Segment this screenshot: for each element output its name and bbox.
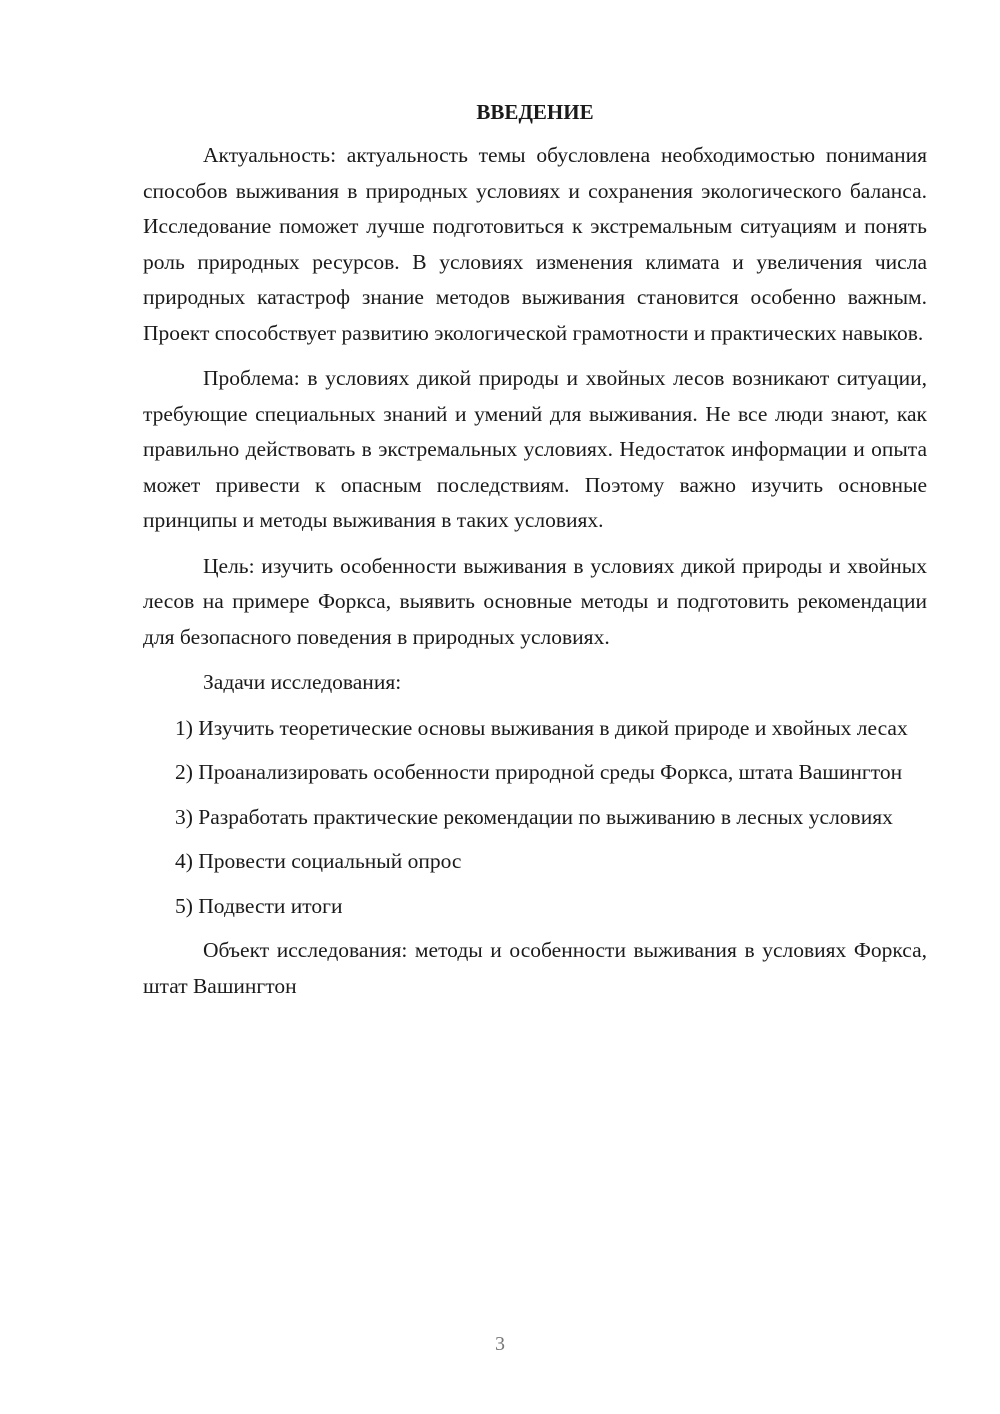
goal-paragraph: Цель: изучить особенности выживания в условиях дикой природы и хвойных лесов на примере Форкса, выявить основные методы и подготовить рекомендации для безопасного поведения в природных условиях. bbox=[143, 553, 927, 649]
object-paragraph: Объект исследования: методы и особенности выживания в условиях Форкса, штат Вашингтон bbox=[143, 938, 927, 998]
problem-paragraph: Проблема: в условиях дикой природы и хвойных лесов возникают ситуации, требующие специальных знаний и умений для выживания. Не все люди знают, как правильно действовать в экстремальных условиях. Недостаток информации и опыта может привести к опасным последствиям. Поэтому важно изучить основные принципы и методы выживания в таких условиях. bbox=[143, 366, 927, 532]
task-item-4: 4) Провести социальный опрос bbox=[175, 849, 462, 873]
page-content bbox=[143, 96, 927, 1014]
task-item-2: 2) Проанализировать особенности природной среды Форкса, штата Вашингтон bbox=[175, 760, 903, 784]
task-item-3: 3) Разработать практические рекомендации по выживанию в лесных условиях bbox=[175, 804, 893, 829]
tasks-label: Задачи исследования: bbox=[203, 670, 402, 694]
relevance-paragraph: Актуальность: актуальность темы обусловлена необходимостью понимания способов выживания в природных условиях и сохранения экологического баланса. Исследование поможет лучше подготовиться к экстремальным ситуациям и понять роль природных ресурсов. В условиях изменения климата и увеличения числа природных катастроф знание методов выживания становится особенно важным. Проект способствует развитию экологической грамотности и практических навыков. bbox=[143, 143, 927, 345]
task-item-1: 1) Изучить теоретические основы выживания в дикой природе и хвойных лесах bbox=[175, 715, 908, 740]
tasks-list bbox=[143, 711, 927, 925]
section-heading: ВВЕДЕНИЕ bbox=[476, 100, 594, 124]
page-number: 3 bbox=[495, 1333, 505, 1355]
task-item-5: 5) Подвести итоги bbox=[175, 893, 343, 918]
